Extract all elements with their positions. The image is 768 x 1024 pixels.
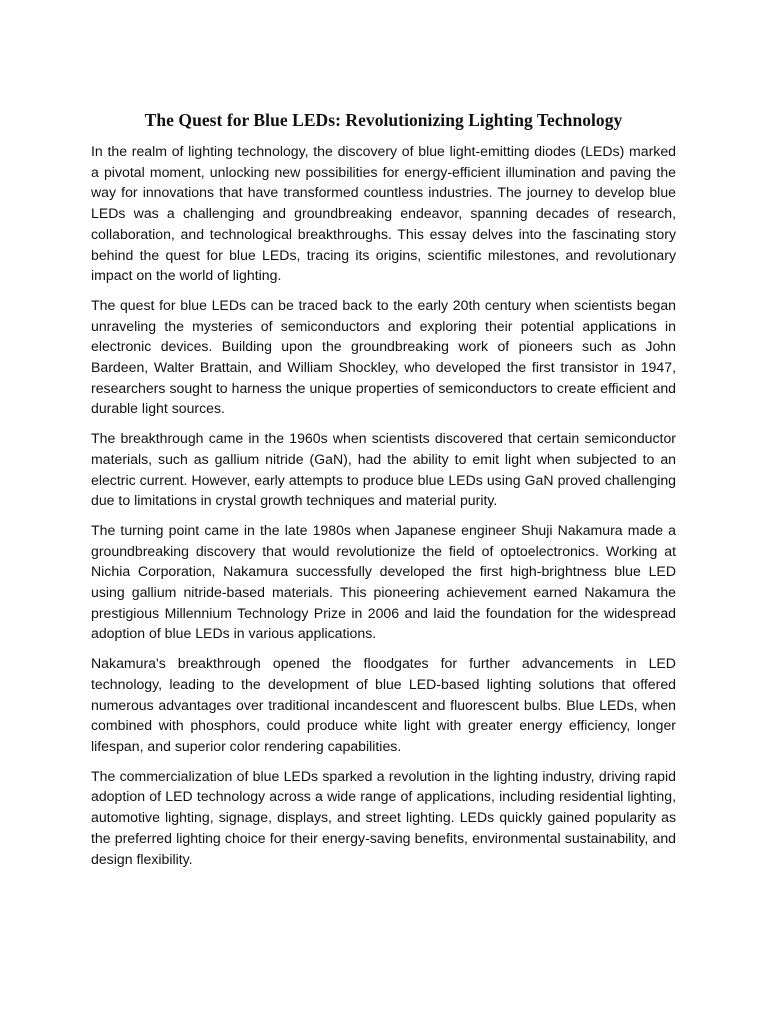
document-page bbox=[91, 108, 676, 878]
paragraph-nakamura: The turning point came in the late 1980s when Japanese engineer Shuji Nakamura made a groundbreaking discovery that would revolutionize the field of optoelectronics. Working at Nichia Corporation, Nakamura successfully developed the first high-brightness blue LED using gallium nitride-based materials. This pioneering achievement earned Nakamura the prestigious Millennium Technology Prize in 2006 and laid the foundation for the widespread adoption of blue LEDs in various applications. bbox=[91, 521, 676, 642]
paragraph-breakthrough-1960s: The breakthrough came in the 1960s when scientists discovered that certain semiconductor materials, such as gallium nitride (GaN), had the ability to emit light when subjected to an electric current. However, early attempts to produce blue LEDs using GaN proved challenging due to limitations in crystal growth techniques and material purity. bbox=[91, 430, 676, 509]
paragraph-advancements: Nakamura's breakthrough opened the floodgates for further advancements in LED technology, leading to the development of blue LED-based lighting solutions that offered numerous advantages over traditional incandescent and fluorescent bulbs. Blue LEDs, when combined with phosphors, could produce white light with greater energy efficiency, longer lifespan, and superior color rendering capabilities. bbox=[91, 655, 676, 754]
paragraph-intro: In the realm of lighting technology, the discovery of blue light-emitting diodes (LEDs) marked a pivotal moment, unlocking new possibilities for energy-efficient illumination and paving the way for innovations that have transformed countless industries. The journey to develop blue LEDs was a challenging and groundbreaking endeavor, spanning decades of research, collaboration, and technological breakthroughs. This essay delves into the fascinating story behind the quest for blue LEDs, tracing its origins, scientific milestones, and revolutionary impact on the world of lighting. bbox=[91, 143, 676, 284]
paragraph-commercialization: The commercialization of blue LEDs sparked a revolution in the lighting industry, driving rapid adoption of LED technology across a wide range of applications, including residential lighting, automotive lighting, signage, displays, and street lighting. LEDs quickly gained popularity as the preferred lighting choice for their energy-saving benefits, environmental sustainability, and design flexibility. bbox=[91, 767, 676, 867]
paragraph-origins: The quest for blue LEDs can be traced back to the early 20th century when scientists began unraveling the mysteries of semiconductors and exploring their potential applications in electronic devices. Building upon the groundbreaking work of pioneers such as John Bardeen, Walter Brattain, and William Shockley, who developed the first transistor in 1947, researchers sought to harness the unique properties of semiconductors to create efficient and durable light sources. bbox=[91, 296, 676, 417]
document-title: The Quest for Blue LEDs: Revolutionizing Lighting Technology bbox=[144, 110, 623, 130]
